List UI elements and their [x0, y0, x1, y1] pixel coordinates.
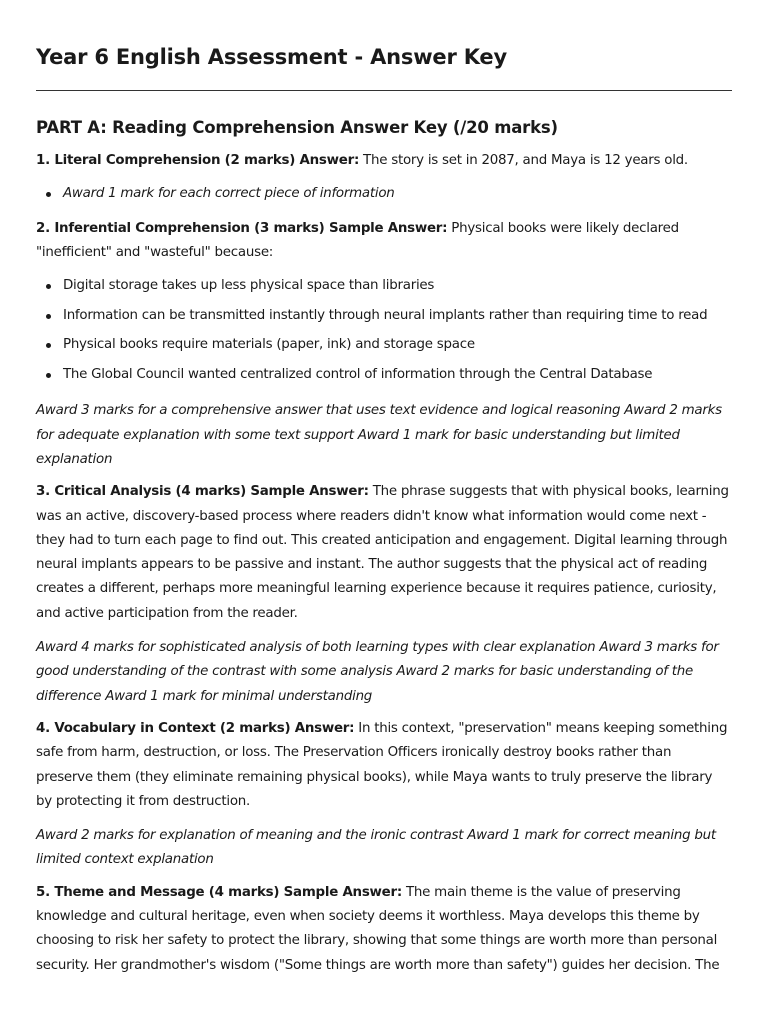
- question-4: [36, 717, 732, 814]
- question-4-answer: In this context, "preservation" means keeping something safe from harm, destruction, or loss. The Preservation Officers ironically destroy books rather than preserve them (they eliminate remaining physical books), while Maya wants to truly preserve the library by protecting it from destruction.: [36, 720, 728, 809]
- part-a-heading: PART A: Reading Comprehension Answer Key (/20 marks): [36, 118, 558, 137]
- question-3-answer: The phrase suggests that with physical books, learning was an active, discovery-based process where readers didn't know what information would come next - they had to turn each page to find out. This created anticipation and engagement. Digital learning through neural implants appears to be passive and instant. The author suggests that the physical act of reading creates a different, perhaps more meaningful learning experience because it requires patience, curiosity, and active participation from the reader.: [36, 484, 729, 621]
- question-2-label: 2. Inferential Comprehension (3 marks) Sample Answer:: [36, 220, 448, 236]
- question-5-answer: The main theme is the value of preserving knowledge and cultural heritage, even when society deems it worthless. Maya develops this theme by choosing to risk her safety to protect the library, showing that some things are worth more than personal security. Her grandmother's wisdom ("Some things are worth more than safety") guides her decision. The: [36, 884, 720, 973]
- list-item: Information can be transmitted instantly through neural implants rather than requiring time to read: [36, 301, 732, 331]
- list-item: Physical books require materials (paper, ink) and storage space: [36, 330, 732, 360]
- list-item: Award 1 mark for each correct piece of information: [36, 179, 732, 209]
- question-2-answer: Physical books were likely declared "inefficient" and "wasteful" because:: [36, 220, 679, 261]
- question-5-label: 5. Theme and Message (4 marks) Sample Answer:: [36, 884, 402, 900]
- question-2-marking-guide: Award 3 marks for a comprehensive answer that uses text evidence and logical reasoning Award 2 marks for adequate explanation with some text support Award 1 mark for basic understanding but limited explanation: [36, 403, 722, 467]
- question-1-answer: The story is set in 2087, and Maya is 12 years old.: [359, 153, 688, 168]
- question-2: [36, 217, 732, 266]
- question-3-label: 3. Critical Analysis (4 marks) Sample Answer:: [36, 484, 369, 500]
- question-1: [36, 149, 732, 173]
- question-1-label: 1. Literal Comprehension (2 marks) Answer:: [36, 153, 360, 168]
- list-item: Digital storage takes up less physical space than libraries: [36, 271, 732, 301]
- page-title: Year 6 English Assessment - Answer Key: [36, 45, 507, 69]
- question-5: [36, 881, 732, 978]
- question-4-label: 4. Vocabulary in Context (2 marks) Answer:: [36, 720, 355, 736]
- question-3: [36, 480, 732, 626]
- question-4-marking-guide: Award 2 marks for explanation of meaning and the ironic contrast Award 1 mark for correct meaning but limited context explanation: [36, 828, 716, 868]
- question-2-reasons-list: [36, 271, 732, 389]
- question-3-marking-guide: Award 4 marks for sophisticated analysis of both learning types with clear explanation Award 3 marks for good understanding of the contrast with some analysis Award 2 marks for basic understanding of the difference Award 1 mark for minimal understanding: [36, 640, 719, 704]
- question-1-marking-list: [36, 179, 732, 209]
- list-item: The Global Council wanted centralized control of information through the Central Database: [36, 360, 732, 390]
- title-divider: [36, 90, 732, 91]
